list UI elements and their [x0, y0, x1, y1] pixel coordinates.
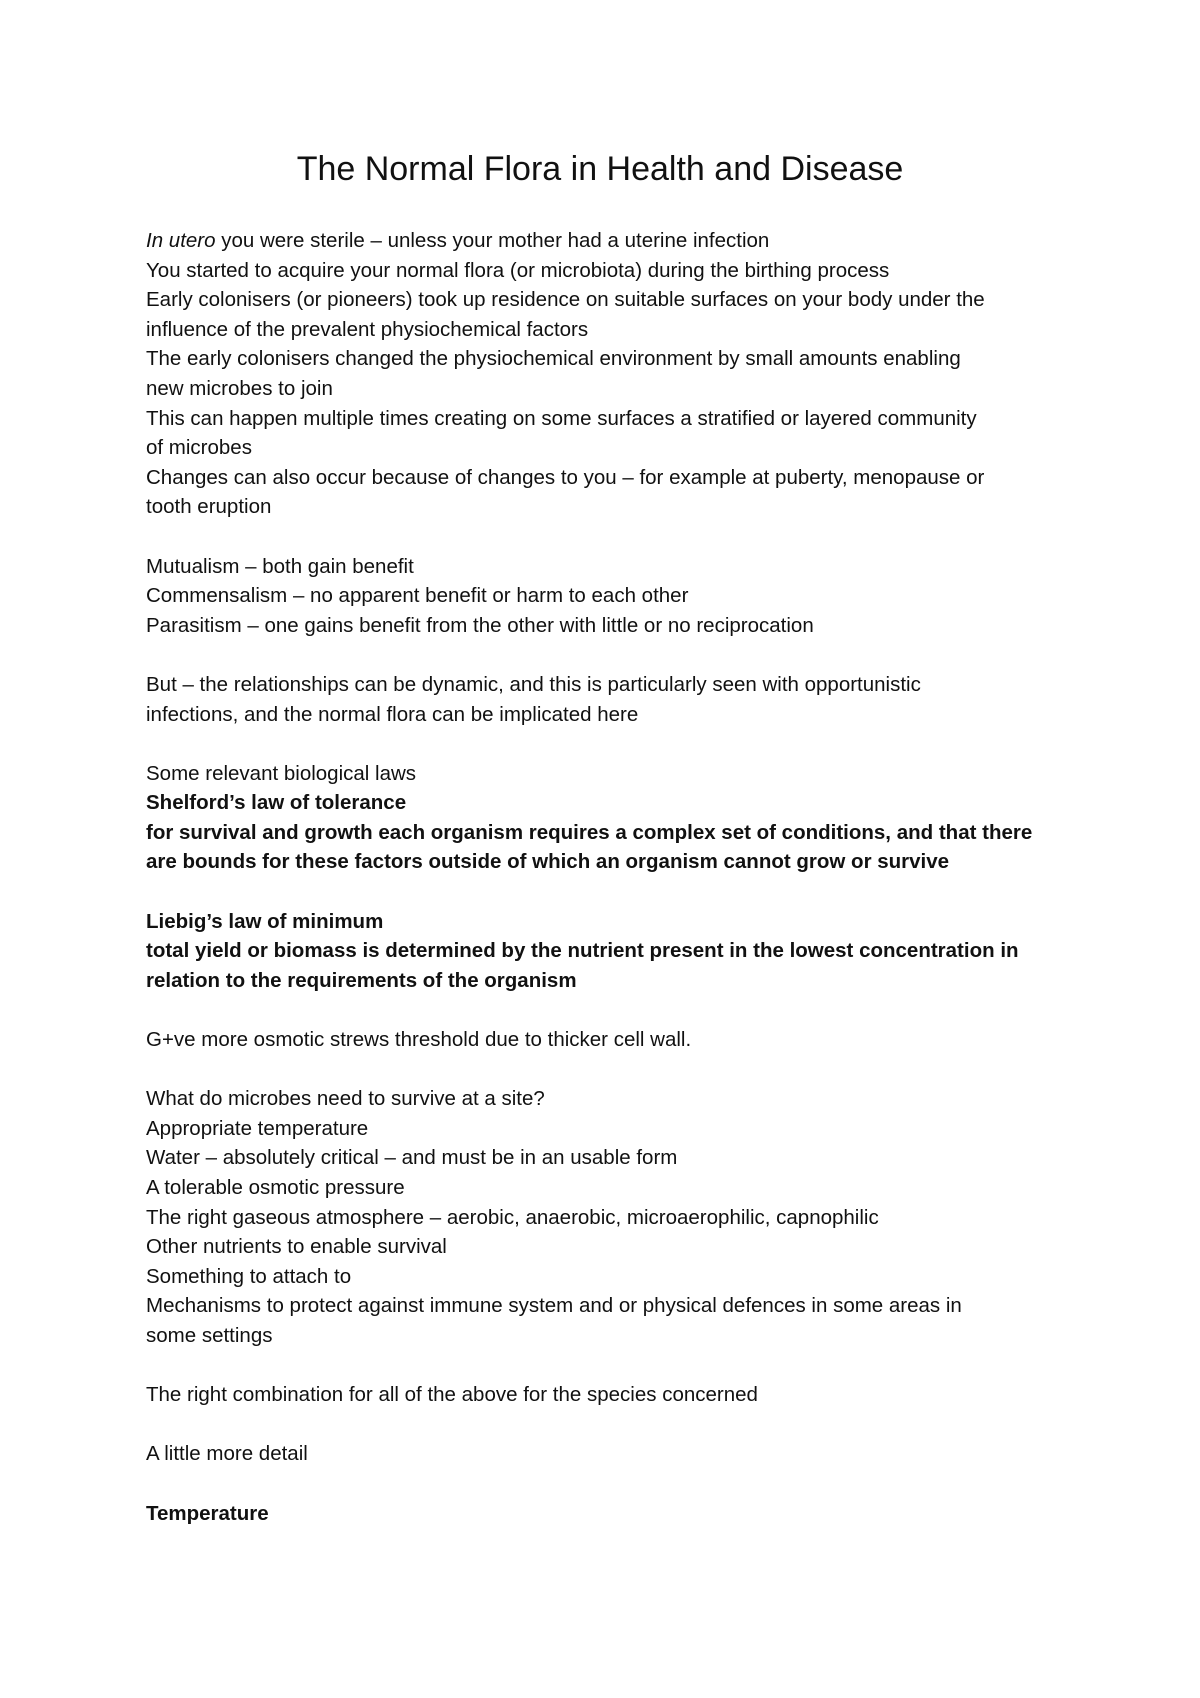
liebig-law-heading: Liebig’s law of minimum: [146, 909, 384, 933]
spacer: [146, 1055, 1076, 1085]
more-detail-line: A little more detail: [146, 1442, 308, 1466]
spacer: [146, 522, 1076, 552]
spacer: [146, 640, 1076, 670]
spacer: [146, 1410, 1076, 1440]
document-title: The Normal Flora in Health and Disease: [296, 150, 904, 188]
spacer: [146, 995, 1076, 1025]
intro-line-1: [146, 226, 1076, 256]
needs-item: some settings: [146, 1323, 273, 1347]
intro-line-2: You started to acquire your normal flora (or microbiota) during the birthing process: [146, 258, 890, 282]
intro-line-7: This can happen multiple times creating on some surfaces a stratified or layered community: [146, 406, 977, 430]
spacer: [146, 877, 1076, 907]
dynamic-line-1: But – the relationships can be dynamic, and this is particularly seen with opportunistic: [146, 672, 921, 696]
shelford-law-line-2: are bounds for these factors outside of which an organism cannot grow or survive: [146, 850, 950, 874]
intro-line-3: Early colonisers (or pioneers) took up residence on suitable surfaces on your body under the: [146, 288, 985, 312]
dynamic-line-2: infections, and the normal flora can be implicated here: [146, 702, 639, 726]
intro-line-10: tooth eruption: [146, 495, 272, 519]
intro-line-5: The early colonisers changed the physiochemical environment by small amounts enabling: [146, 347, 961, 371]
shelford-law-line-1: for survival and growth each organism requires a complex set of conditions, and that there: [146, 820, 1033, 844]
commensalism-line: Commensalism – no apparent benefit or harm to each other: [146, 584, 689, 608]
document-body: [146, 226, 1076, 1528]
liebig-law-line-1: total yield or biomass is determined by the nutrient present in the lowest concentration in: [146, 939, 1019, 963]
needs-item: Mechanisms to protect against immune system and or physical defences in some areas in: [146, 1294, 962, 1318]
intro-line-1-rest: you were sterile – unless your mother had a uterine infection: [215, 229, 770, 252]
needs-item: Water – absolutely critical – and must be in an usable form: [146, 1146, 678, 1170]
needs-item: The right gaseous atmosphere – aerobic, anaerobic, microaerophilic, capnophilic: [146, 1205, 879, 1229]
laws-intro: Some relevant biological laws: [146, 761, 417, 785]
intro-line-8: of microbes: [146, 436, 252, 460]
spacer: [146, 1351, 1076, 1381]
intro-line-9: Changes can also occur because of changes to you – for example at puberty, menopause or: [146, 465, 985, 489]
temperature-heading: Temperature: [146, 1501, 269, 1525]
needs-item: Something to attach to: [146, 1264, 352, 1288]
intro-line-4: influence of the prevalent physiochemical factors: [146, 317, 589, 341]
gram-positive-note: G+ve more osmotic strews threshold due to thicker cell wall.: [146, 1028, 692, 1052]
needs-question: What do microbes need to survive at a site?: [146, 1087, 545, 1111]
mutualism-line: Mutualism – both gain benefit: [146, 554, 414, 578]
spacer: [146, 729, 1076, 759]
needs-item: Appropriate temperature: [146, 1116, 369, 1140]
intro-line-6: new microbes to join: [146, 376, 333, 400]
spacer: [146, 1469, 1076, 1499]
liebig-law-line-2: relation to the requirements of the organism: [146, 968, 577, 992]
shelford-law-heading: Shelford’s law of tolerance: [146, 791, 407, 815]
needs-item: A tolerable osmotic pressure: [146, 1176, 405, 1199]
in-utero-term: In utero: [146, 229, 216, 252]
needs-item: Other nutrients to enable survival: [146, 1235, 447, 1259]
parasitism-line: Parasitism – one gains benefit from the other with little or no reciprocation: [146, 613, 814, 637]
combination-line: The right combination for all of the above for the species concerned: [146, 1383, 758, 1407]
